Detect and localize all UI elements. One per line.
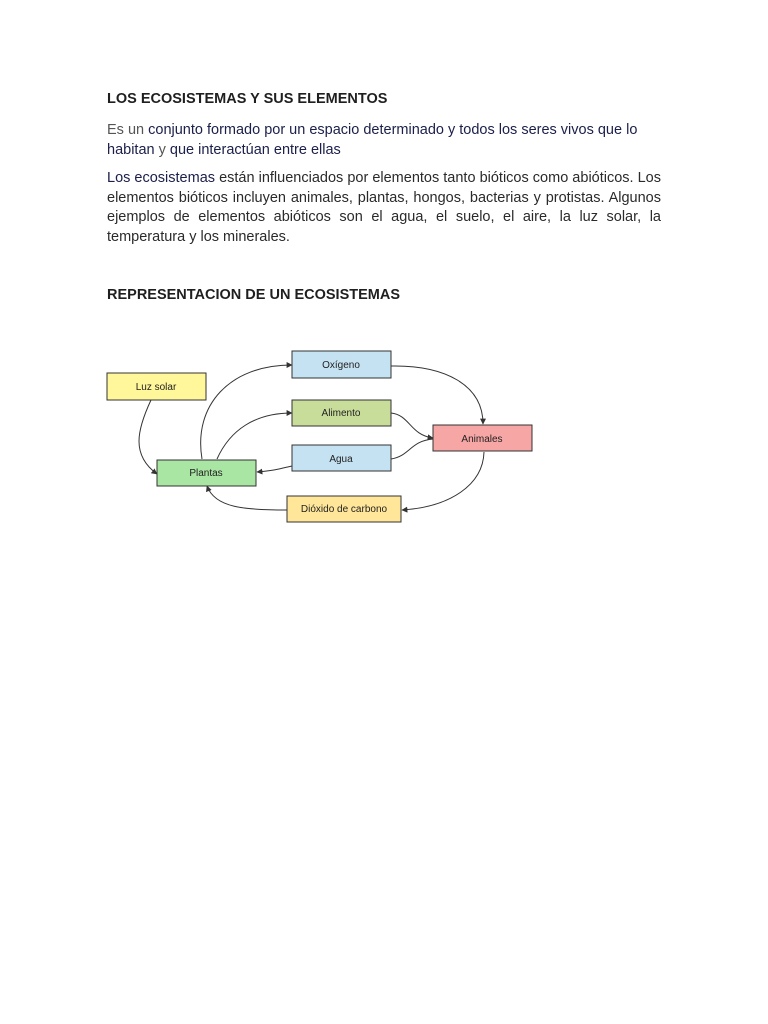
edge-agua-animales — [391, 439, 433, 459]
node-label: Dióxido de carbono — [300, 504, 388, 515]
edge-agua-plantas — [257, 466, 292, 472]
node-dioxido — [287, 496, 401, 522]
text-run: Es un — [107, 122, 145, 138]
node-label: Agua — [329, 454, 353, 465]
text-run: y — [158, 141, 166, 158]
elements-paragraph — [107, 169, 661, 247]
edge-oxigeno-animales — [391, 366, 483, 424]
text-run: están influenciados por elementos tanto bióticos como abióticos. Los elementos bióticos incluyen animales, plantas, hongos, bacterias y protistas. Algunos ejemplos de elementos abióticos son el agua, el suelo, el aire, la luz solar, la temperatura y los minerales. — [107, 170, 661, 245]
edge-alimento-animales — [391, 413, 433, 438]
ecosystem-diagram — [105, 345, 537, 525]
definition-paragraph — [107, 121, 661, 160]
edge-plantas-oxigeno — [201, 365, 292, 459]
section-title: LOS ECOSISTEMAS Y SUS ELEMENTOS — [107, 91, 388, 107]
edge-luz-plantas — [139, 400, 157, 474]
node-label: Alimento — [321, 408, 361, 419]
node-agua — [292, 445, 391, 471]
node-plantas — [157, 460, 256, 486]
edge-dioxido-plantas — [207, 486, 287, 510]
text-run: Los ecosistemas — [107, 170, 216, 186]
edge-animales-dioxido — [402, 452, 484, 510]
text-run: que interactúan entre ellas — [169, 141, 341, 158]
node-alimento — [292, 400, 391, 426]
node-label: Animales — [461, 434, 503, 445]
edge-plantas-alimento — [217, 413, 292, 459]
node-label: Luz solar — [135, 382, 177, 393]
text-run: conjunto formado por un espacio determinado y todos los seres vivos que lo habitan — [107, 122, 638, 158]
node-label: Oxígeno — [322, 360, 360, 371]
node-label: Plantas — [189, 468, 223, 479]
node-luz-solar — [107, 373, 206, 400]
section-title: REPRESENTACION DE UN ECOSISTEMAS — [107, 287, 400, 303]
node-animales — [433, 425, 532, 451]
node-oxigeno — [292, 351, 391, 378]
